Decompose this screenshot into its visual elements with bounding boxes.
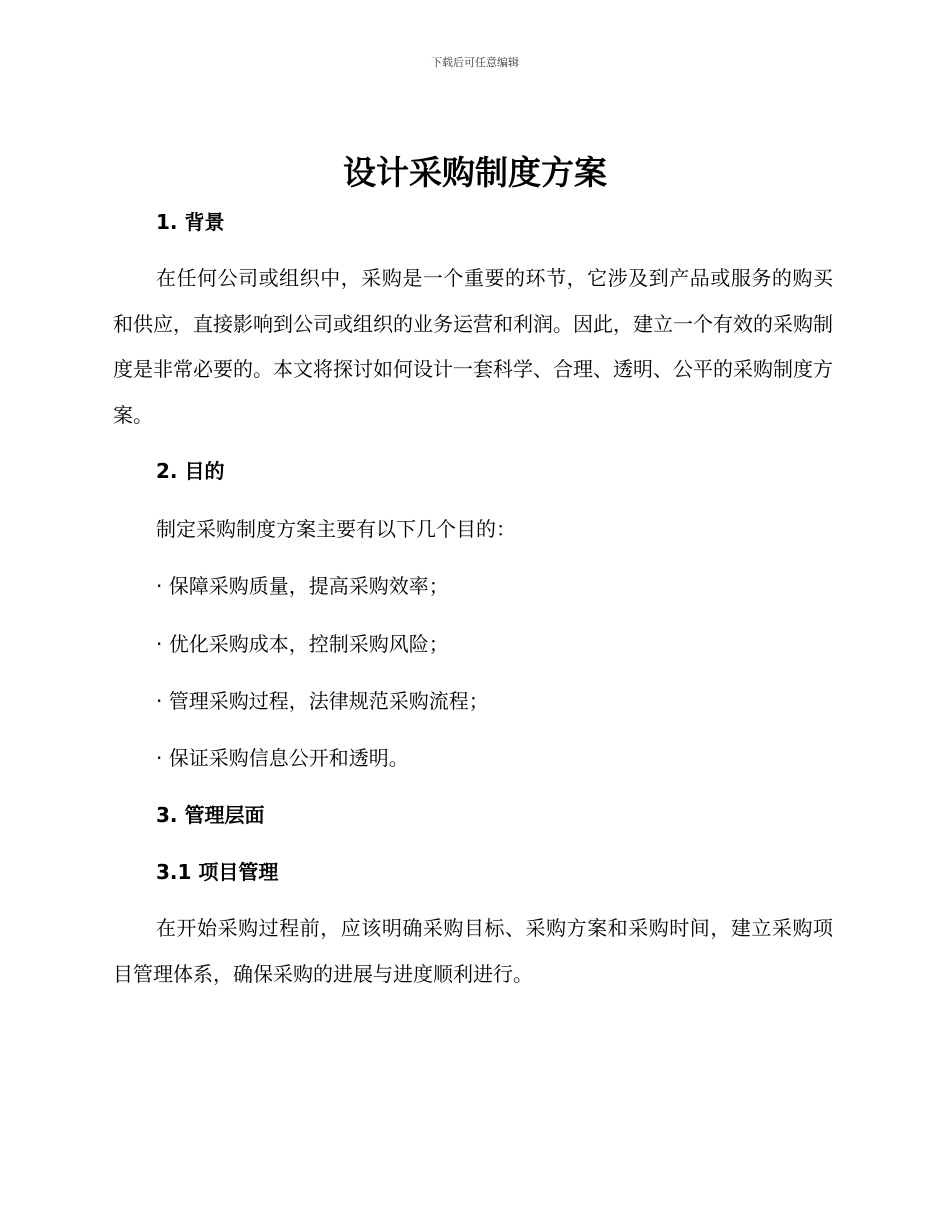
section-heading-background: 1. 背景 xyxy=(156,210,225,234)
page-header-note: 下载后可任意编辑 xyxy=(431,56,519,69)
background-paragraph: 在任何公司或组织中，采购是一个重要的环节，它涉及到产品或服务的购买和供应，直接影响到公司或组织的业务运营和利润。因此，建立一个有效的采购制度是非常必要的。本文将探讨如何设计一套科学、合理、透明、公平的采购制度方案。 xyxy=(113,266,833,427)
purpose-bullet-item: · 保证采购信息公开和透明。 xyxy=(156,746,409,770)
section-heading-purpose: 2. 目的 xyxy=(156,459,225,483)
purpose-bullet-item: · 优化采购成本，控制采购风险； xyxy=(156,632,449,656)
purpose-bullet-item: · 管理采购过程，法律规范采购流程； xyxy=(156,689,489,713)
subsection-heading-project-management: 3.1 项目管理 xyxy=(156,860,279,884)
document-title: 设计采购制度方案 xyxy=(343,153,607,192)
project-management-paragraph: 在开始采购过程前，应该明确采购目标、采购方案和采购时间，建立采购项目管理体系，确保采购的进展与进度顺利进行。 xyxy=(113,916,833,986)
section-heading-management: 3. 管理层面 xyxy=(156,803,265,827)
purpose-intro: 制定采购制度方案主要有以下几个目的： xyxy=(156,517,516,541)
purpose-bullet-item: · 保障采购质量，提高采购效率； xyxy=(156,574,449,598)
